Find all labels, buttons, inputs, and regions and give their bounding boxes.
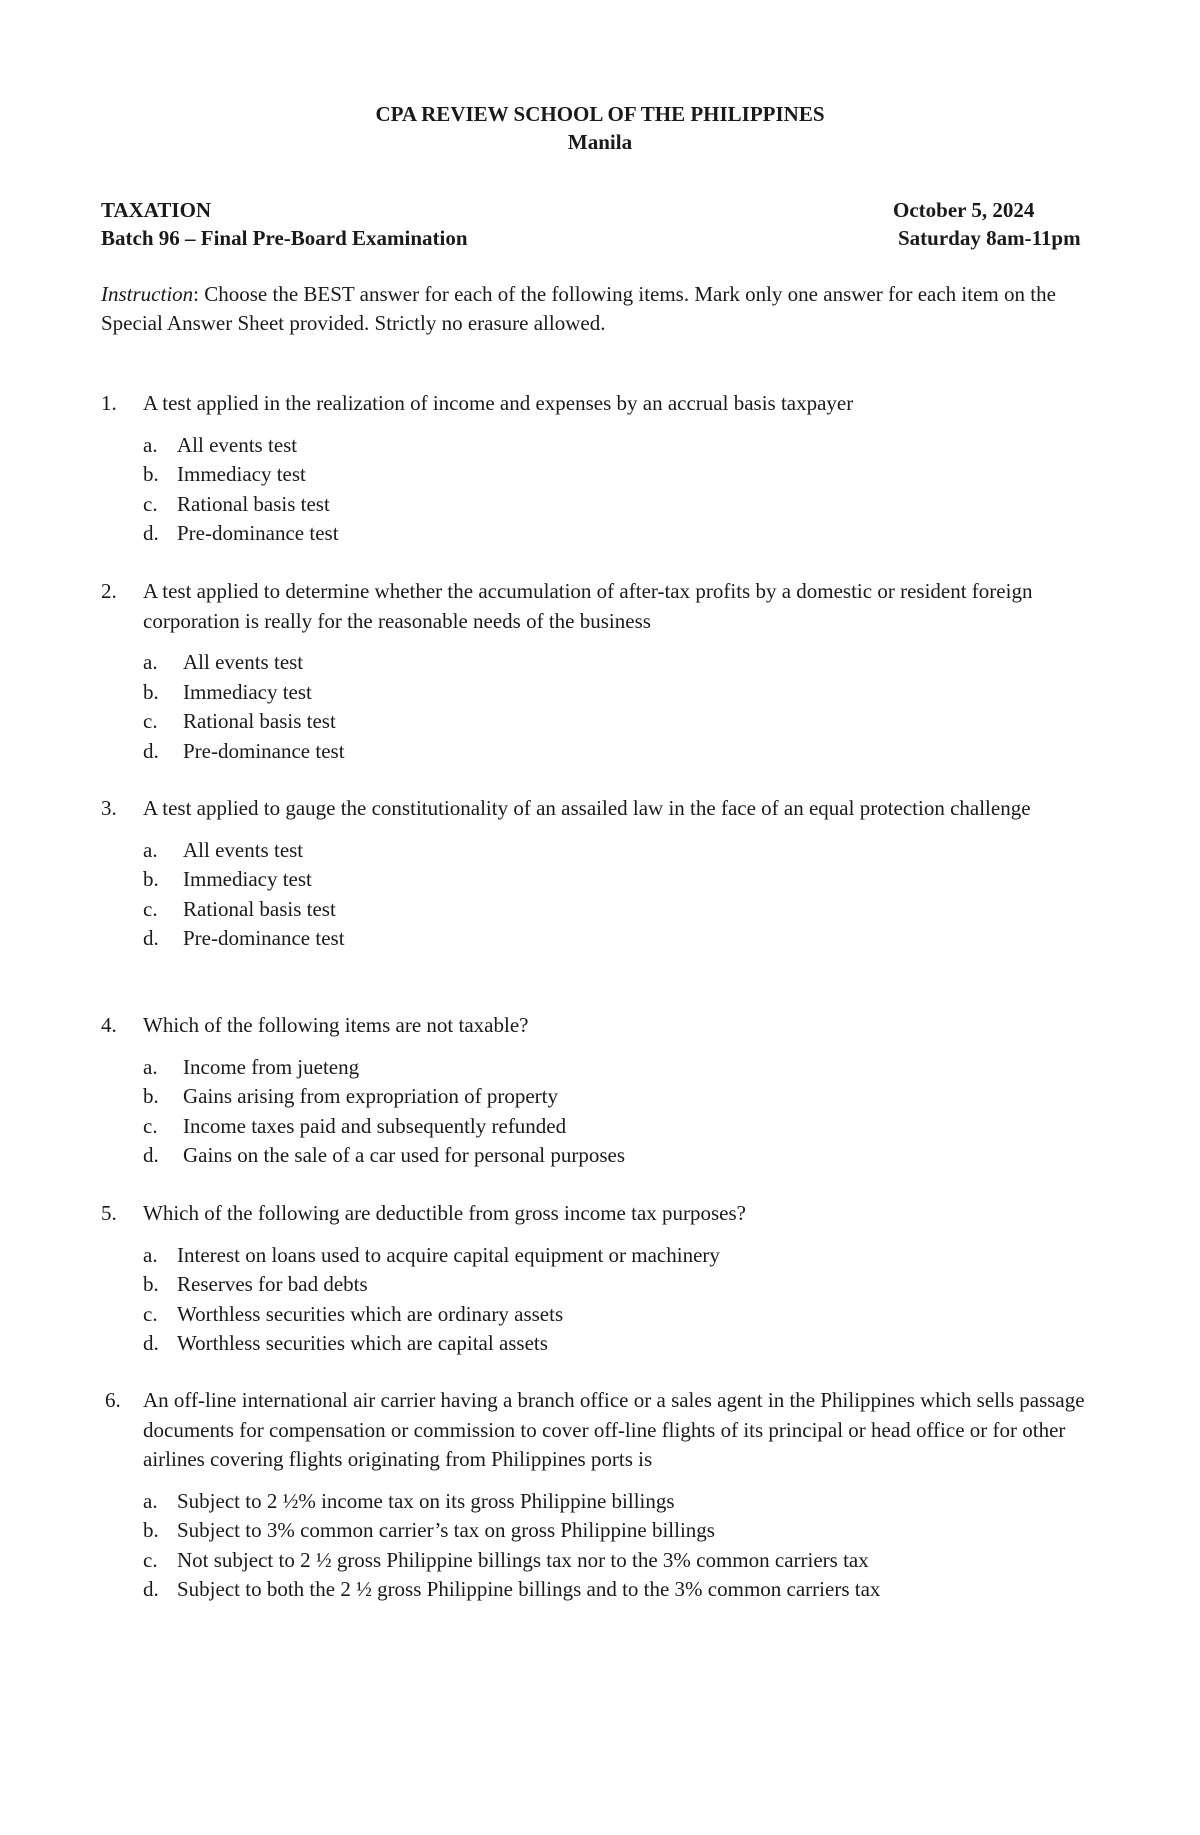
choice-letter: c. [143,1113,158,1138]
question-number: 3. [101,796,117,820]
choice-text: Worthless securities which are capital assets [177,1331,548,1355]
choice-letter: b. [143,1084,159,1108]
exam-schedule: Saturday 8am-11pm [898,226,1081,250]
question-6 [101,1386,1101,1605]
choice-letter: d. [143,1577,159,1601]
choice-text: Subject to 2 ½% income tax on its gross Philippine billings [177,1488,675,1513]
choice-letter: d. [143,1143,159,1167]
choice-letter: d. [143,926,159,950]
choice-item [101,737,1101,767]
instruction-text: : Choose the BEST answer for each of the following items. Mark only one answer for each item on the Special Answer Sheet provided. Strictly no erasure allowed. [101,282,1056,335]
choice-letter: b. [143,1272,159,1296]
exam-row [101,224,1101,252]
question-1 [101,389,1101,549]
choice-item [101,1141,1101,1171]
choice-list [101,648,1101,766]
choice-item [101,1487,1101,1517]
choice-letter: a. [143,837,158,862]
choice-text: Rational basis test [183,709,336,733]
choice-letter: c. [143,1301,158,1326]
choice-item [101,1516,1101,1546]
choice-text: All events test [177,432,298,457]
question-stem: Which of the following items are not taxable? [143,1013,529,1037]
choice-text: Worthless securities which are ordinary assets [177,1301,564,1326]
choice-text: Income taxes paid and subsequently refunded [183,1113,567,1138]
choice-list [101,1487,1101,1605]
choice-letter: d. [143,521,159,545]
choice-item [101,895,1101,925]
choice-text: Interest on loans used to acquire capital equipment or machinery [177,1242,720,1267]
question-5 [101,1199,1101,1359]
question-number: 6. [105,1388,121,1412]
question-number: 1. [101,391,117,415]
choice-item [101,648,1101,678]
choice-item [101,490,1101,520]
choice-text: Pre-dominance test [177,521,339,545]
question-stem: Which of the following are deductible from gross income tax purposes? [143,1201,746,1225]
question-stem: A test applied to determine whether the accumulation of after-tax profits by a domestic or resident foreign corporation is really for the reasonable needs of the business [143,579,1033,633]
choice-text: Immediacy test [183,867,312,891]
choice-text: Gains arising from expropriation of property [183,1084,558,1108]
choice-letter: a. [143,650,158,674]
question-number: 4. [101,1013,117,1037]
choice-letter: c. [143,1547,158,1572]
choice-item [101,1546,1101,1576]
question-number: 2. [101,579,117,603]
choice-letter: b. [143,679,159,704]
choice-item [101,1082,1101,1112]
choice-item [101,1053,1101,1083]
choice-text: Income from jueteng [183,1054,360,1079]
choice-text: Immediacy test [177,462,306,486]
choice-text: Subject to 3% common carrier’s tax on gross Philippine billings [177,1518,715,1542]
choice-item [101,1112,1101,1142]
choice-list [101,431,1101,549]
choice-letter: c. [143,896,158,921]
choice-item [101,1575,1101,1605]
choice-text: All events test [183,650,304,674]
school-name: CPA REVIEW SCHOOL OF THE PHILIPPINES [375,102,825,126]
choice-item [101,707,1101,737]
choice-text: Not subject to 2 ½ gross Philippine billings tax nor to the 3% common carriers tax [177,1547,869,1572]
choice-text: Pre-dominance test [183,926,345,950]
subject-title: TAXATION [101,198,212,222]
choice-text: Immediacy test [183,679,312,704]
choice-text: Rational basis test [183,896,336,921]
exam-title: Batch 96 – Final Pre-Board Examination [101,226,468,250]
question-stem: An off-line international air carrier having a branch office or a sales agent in the Philippines which sells passage documents for compensation or commission to cover off-line flights of its principal or head office or for other airlines covering flights originating from Philippines ports is [143,1388,1085,1471]
instruction-block [101,280,1101,338]
choice-letter: c. [143,491,158,516]
choice-item [101,1270,1101,1300]
choice-letter: a. [143,1242,158,1267]
choice-letter: a. [143,432,158,457]
choice-letter: d. [143,738,159,763]
choice-text: Subject to both the 2 ½ gross Philippine billings and to the 3% common carriers tax [177,1577,881,1601]
question-stem: A test applied to gauge the constitutionality of an assailed law in the face of an equal protection challenge [143,796,1031,820]
choice-text: Reserves for bad debts [177,1272,368,1296]
choice-item [101,1300,1101,1330]
school-header [0,100,1200,156]
choice-item [101,865,1101,895]
choice-letter: b. [143,1518,159,1542]
choice-item [101,924,1101,954]
choice-item [101,678,1101,708]
choice-letter: a. [143,1488,158,1513]
choice-item [101,460,1101,490]
choice-letter: c. [143,709,158,733]
choice-text: Gains on the sale of a car used for personal purposes [183,1143,626,1167]
choice-list [101,1053,1101,1171]
choice-letter: b. [143,462,159,486]
choice-item [101,1329,1101,1359]
choice-item [101,431,1101,461]
choice-text: Pre-dominance test [183,738,345,763]
choice-item [101,836,1101,866]
question-2 [101,577,1101,766]
subject-row [101,196,1101,224]
instruction-label: Instruction [101,282,194,306]
choice-text: Rational basis test [177,491,330,516]
choice-list [101,1241,1101,1359]
question-4 [101,1011,1101,1171]
choice-item [101,1241,1101,1271]
question-number: 5. [101,1201,117,1225]
question-stem: A test applied in the realization of income and expenses by an accrual basis taxpayer [143,391,854,415]
choice-letter: b. [143,867,159,891]
choice-item [101,519,1101,549]
choice-list [101,836,1101,954]
school-city: Manila [567,130,633,154]
exam-date: October 5, 2024 [893,198,1035,222]
choice-letter: d. [143,1331,159,1355]
choice-text: All events test [183,837,304,862]
question-3 [101,794,1101,954]
choice-letter: a. [143,1054,158,1079]
